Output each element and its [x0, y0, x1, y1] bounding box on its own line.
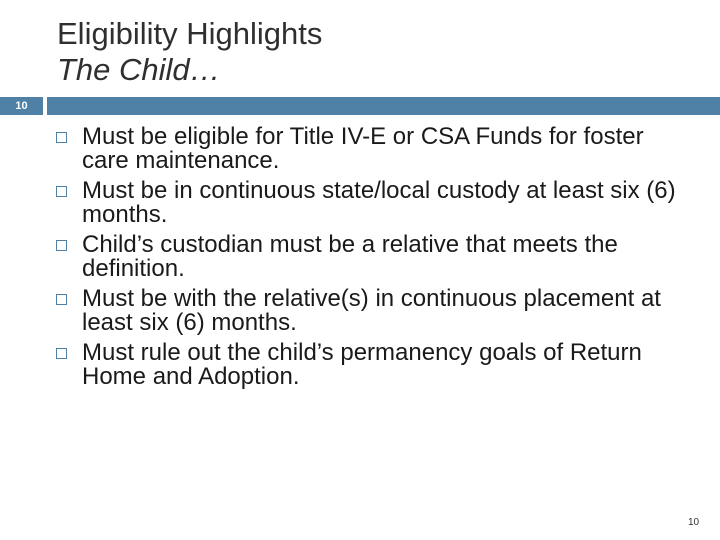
header-accent-bar [47, 97, 720, 115]
bullet-list [50, 125, 690, 389]
list-item [50, 341, 690, 389]
list-item [50, 125, 690, 173]
bullet-text: Must rule out the child’s permanency goals of Return Home and Adoption. [82, 339, 642, 390]
hollow-square-icon [56, 186, 67, 197]
page-number: 10 [688, 517, 700, 528]
bullet-text: Child’s custodian must be a relative that meets the definition. [82, 231, 618, 282]
title-block [57, 16, 322, 88]
bullet-text: Must be in continuous state/local custody at least six (6) months. [82, 177, 676, 228]
bullet-text: Must be eligible for Title IV-E or CSA Funds for foster care maintenance. [82, 123, 644, 174]
list-item [50, 287, 690, 335]
bullet-text: Must be with the relative(s) in continuous placement at least six (6) months. [82, 285, 661, 336]
hollow-square-icon [56, 240, 67, 251]
slide-number-tag: 10 [0, 97, 43, 115]
slide-subtitle: The Child… [57, 52, 221, 87]
list-item [50, 233, 690, 281]
hollow-square-icon [56, 294, 67, 305]
list-item [50, 179, 690, 227]
slide-title: Eligibility Highlights [57, 16, 323, 51]
hollow-square-icon [56, 348, 67, 359]
hollow-square-icon [56, 132, 67, 143]
